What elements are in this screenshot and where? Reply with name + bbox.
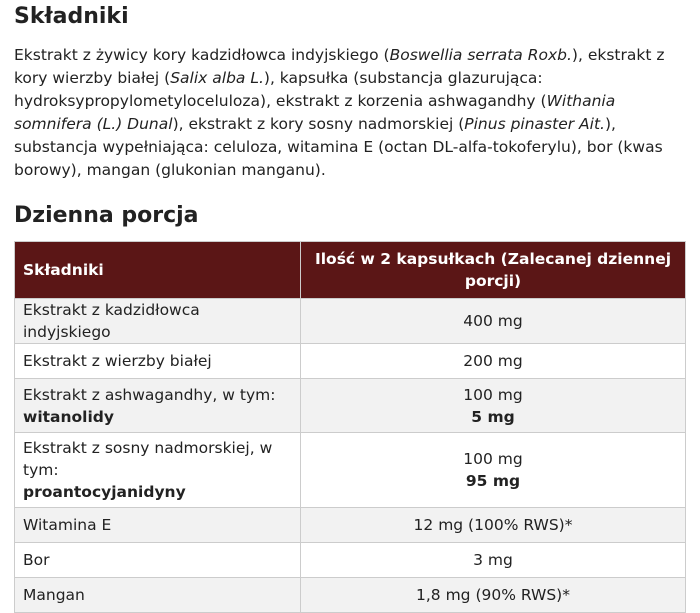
amount-cell: 12 mg (100% RWS)*: [301, 508, 686, 543]
ingredient-name: Ekstrakt z ashwagandhy, w tym:: [23, 385, 276, 404]
daily-portion-heading: Dzienna porcja: [14, 203, 199, 228]
ingredients-text-segment: ), ekstrakt z kory wierzby białej (: [14, 46, 665, 87]
ingredient-subname: proantocyjanidyny: [23, 483, 186, 501]
amount-cell: 1,8 mg (90% RWS)*: [301, 578, 686, 613]
header-amount: Ilość w 2 kapsułkach (Zalecanej dziennej porcji): [301, 242, 686, 299]
ingredient-cell: Mangan: [15, 578, 301, 613]
ingredient-subname: witanolidy: [23, 407, 115, 426]
amount-cell: [301, 379, 686, 433]
ingredients-text: [14, 44, 686, 182]
ingredients-text-segment: ), ekstrakt z kory sosny nadmorskiej (: [172, 115, 465, 133]
ingredient-cell: Witamina E: [15, 508, 301, 543]
table-row: [15, 379, 686, 433]
ingredient-cell: Ekstrakt z wierzby białej: [15, 344, 301, 379]
amount-subvalue: 5 mg: [471, 407, 515, 426]
ingredients-text-segment: Ekstrakt z żywicy kory kadzidłowca indyjskiego (: [14, 46, 390, 64]
header-ingredient: Składniki: [15, 242, 301, 299]
ingredient-cell: Ekstrakt z kadzidłowca indyjskiego: [15, 299, 301, 344]
ingredients-text-segment: ), substancja wypełniająca: celuloza, witamina E (octan DL-alfa-tokoferylu), bor (kwas borowy), mangan (glukonian manganu).: [14, 115, 663, 179]
table-row: [15, 578, 686, 613]
amount-cell: 3 mg: [301, 543, 686, 578]
table-row: [15, 433, 686, 508]
table-row: [15, 508, 686, 543]
amount-cell: [301, 433, 686, 508]
amount-subvalue: 95 mg: [465, 472, 521, 490]
table-row: [15, 543, 686, 578]
amount-value: 100 mg: [463, 450, 523, 468]
daily-portion-table: [14, 241, 686, 613]
latin-name: Pinus pinaster Ait.: [464, 115, 605, 133]
amount-cell: 200 mg: [301, 344, 686, 379]
table-header-row: [15, 242, 686, 299]
latin-name: Withania somnifera (L.) Dunal: [14, 92, 616, 133]
ingredient-cell: [15, 379, 301, 433]
table-row: [15, 344, 686, 379]
ingredient-cell: Bor: [15, 543, 301, 578]
amount-cell: 400 mg: [301, 299, 686, 344]
latin-name: Salix alba L.: [170, 69, 264, 87]
amount-value: 100 mg: [463, 385, 523, 404]
latin-name: Boswellia serrata Roxb.: [389, 46, 572, 64]
table-row: [15, 299, 686, 344]
ingredients-heading: Składniki: [14, 4, 129, 29]
ingredient-name: Ekstrakt z sosny nadmorskiej, w tym:: [23, 439, 273, 479]
ingredient-cell: [15, 433, 301, 508]
ingredients-text-segment: ), kapsułka (substancja glazurująca: hydroksypropylometyloceluloza), ekstrakt z korzenia ashwagandhy (: [14, 69, 547, 110]
